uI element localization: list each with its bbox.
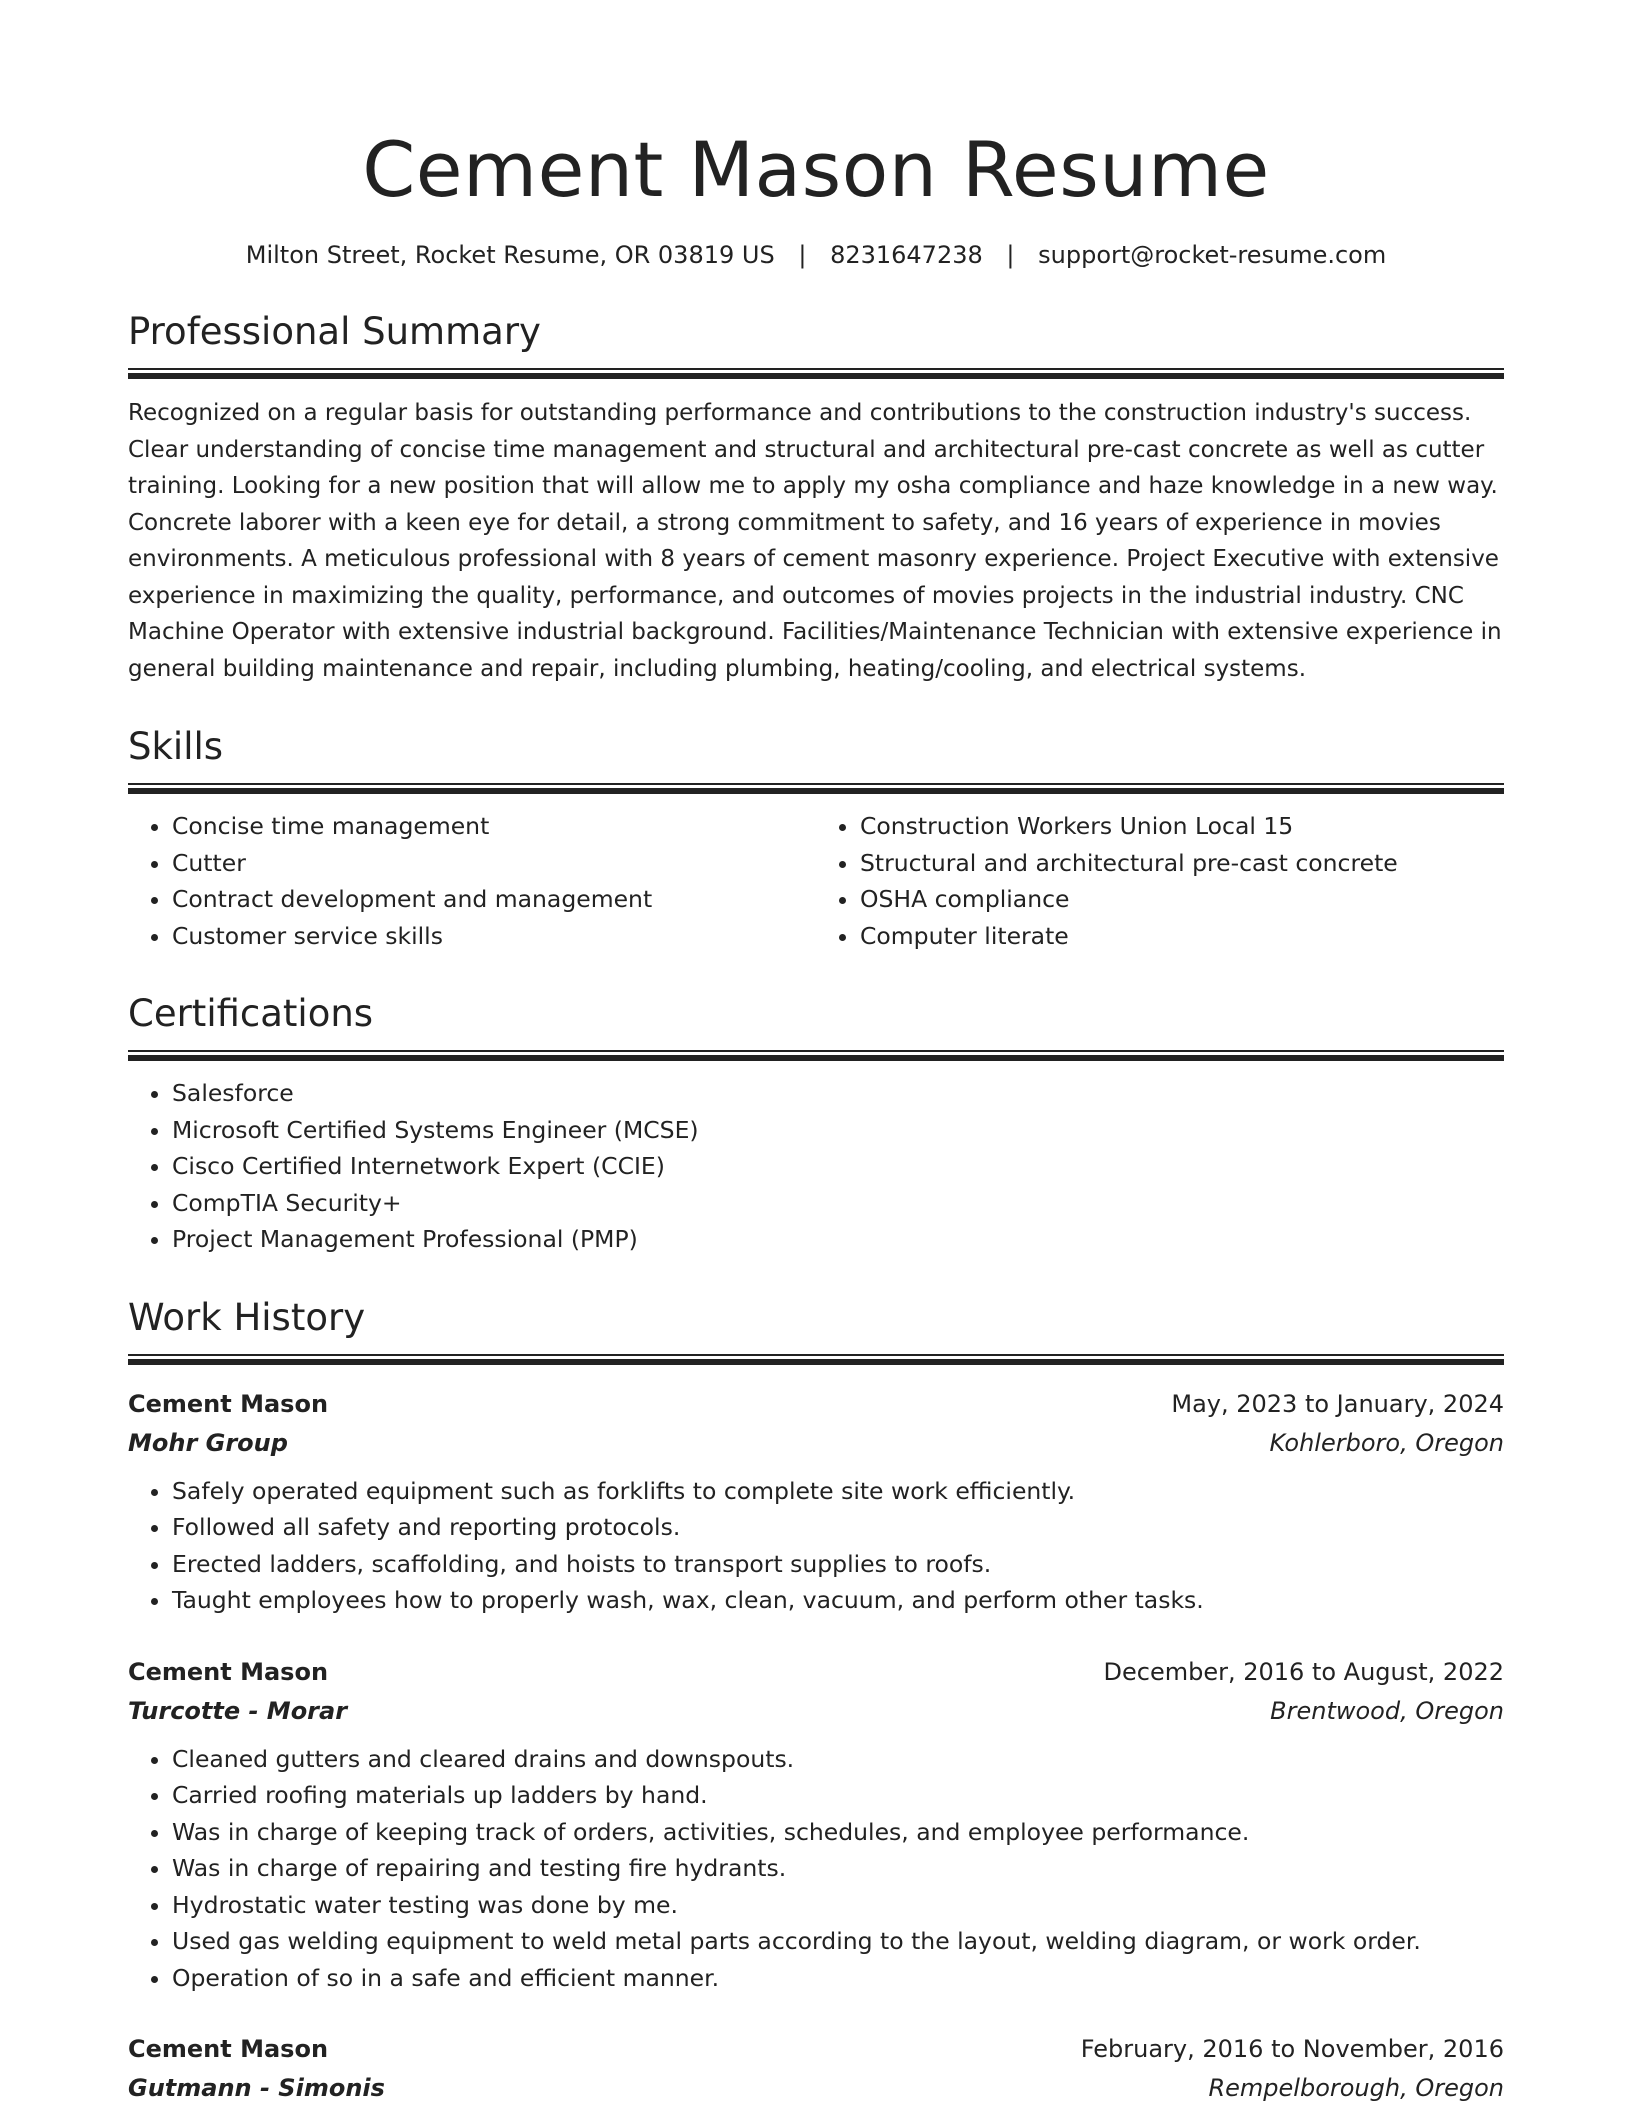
skills-heading: Skills [128,725,224,768]
page-title: Cement Mason Resume [362,125,1270,214]
job-entry [128,1653,1504,1997]
job-duties [128,1741,1504,1997]
job-title: Cement Mason [128,1657,329,1686]
job-duty-item: • Hydrostatic water testing was done by me. [172,1887,1504,1924]
skill-item: • Structural and architectural pre-cast concrete [860,845,1504,882]
job-duty-item: • Safely operated equipment such as forklifts to complete site work efficiently. [172,1473,1504,1510]
job-dates: February, 2016 to November, 2016 [1080,2035,1504,2063]
certification-item: • Microsoft Certified Systems Engineer (MCSE) [172,1112,1504,1149]
job-location: Brentwood, Oregon [1270,1696,1504,1725]
job-company: Gutmann - Simonis [128,2074,385,2102]
certification-item: • Project Management Professional (PMP) [172,1221,1504,1258]
work-history-section [128,1294,1504,2109]
summary-text: Recognized on a regular basis for outstanding performance and contributions to the construction industry's success. Clear understanding of concise time management and structural and architectural pre-cast concrete as well as cutter training. Looking for a new position that will allow me to apply my osha compliance and haze knowledge in a new way. Concrete laborer with a keen eye for detail, a strong commitment to safety, and 16 years of experience in movies environments. A meticulous professional with 8 years of cement masonry experience. Project Executive with extensive experience in maximizing the quality, performance, and outcomes of movies projects in the industrial industry. CNC Machine Operator with extensive industrial background. Facilities/Maintenance Technician with extensive experience in general building maintenance and repair, including plumbing, heating/cooling, and electrical systems. [128,400,1502,682]
job-company: Turcotte - Morar [128,1696,348,1725]
skills-list-left [128,808,816,954]
skill-item: • Construction Workers Union Local 15 [860,808,1504,845]
work-history-heading: Work History [128,1295,366,1339]
summary-section [128,308,1504,687]
contact-address: Milton Street, Rocket Resume, OR 03819 US [245,241,775,269]
skills-grid [128,808,1504,954]
contact-phone: 8231647238 [830,241,983,269]
skills-list-right [816,808,1504,954]
section-divider [128,368,1504,379]
job-dates: December, 2016 to August, 2022 [1103,1657,1504,1686]
job-title: Cement Mason [128,2035,329,2063]
certification-item: • Salesforce [172,1075,1504,1112]
job-dates: May, 2023 to January, 2024 [1171,1389,1504,1418]
section-divider [128,783,1504,794]
summary-heading: Professional Summary [128,310,541,353]
section-divider [128,1050,1504,1061]
job-duty-item: • Was in charge of keeping track of orders, activities, schedules, and employee performance. [172,1814,1504,1851]
section-divider [128,1354,1504,1365]
job-duty-item: • Taught employees how to properly wash, wax, clean, vacuum, and perform other tasks. [172,1582,1504,1619]
job-location: Rempelborough, Oregon [1208,2074,1504,2102]
job-duty-item: • Operation of so in a safe and efficient manner. [172,1960,1504,1997]
skill-item: • OSHA compliance [860,881,1504,918]
certification-item: • CompTIA Security+ [172,1185,1504,1222]
job-title: Cement Mason [128,1389,329,1418]
contact-email: support@rocket-resume.com [1038,241,1387,269]
job-entry [128,2030,1504,2108]
certification-item: • Cisco Certified Internetwork Expert (CCIE) [172,1148,1504,1185]
skill-item: • Contract development and management [172,881,816,918]
skill-item: • Cutter [172,845,816,882]
job-location: Kohlerboro, Oregon [1269,1428,1504,1457]
job-duty-item: • Erected ladders, scaffolding, and hoists to transport supplies to roofs. [172,1546,1504,1583]
skill-item: • Customer service skills [172,918,816,955]
job-duty-item: • Carried roofing materials up ladders by hand. [172,1777,1504,1814]
skill-item: • Computer literate [860,918,1504,955]
certifications-section [128,990,1504,1258]
job-duties [128,1473,1504,1619]
skill-item: • Concise time management [172,808,816,845]
job-entry [128,1385,1504,1619]
contact-separator: | [1006,241,1015,269]
contact-line [128,238,1504,272]
contact-separator: | [798,241,807,269]
job-duty-item: • Was in charge of repairing and testing fire hydrants. [172,1850,1504,1887]
job-duty-item: • Cleaned gutters and cleared drains and downspouts. [172,1741,1504,1778]
certifications-list [128,1075,1504,1258]
job-company: Mohr Group [128,1428,288,1457]
certifications-heading: Certifications [128,992,374,1035]
job-duty-item: • Followed all safety and reporting protocols. [172,1509,1504,1546]
skills-section [128,723,1504,954]
job-duty-item: • Used gas welding equipment to weld metal parts according to the layout, welding diagram, or work order. [172,1923,1504,1960]
